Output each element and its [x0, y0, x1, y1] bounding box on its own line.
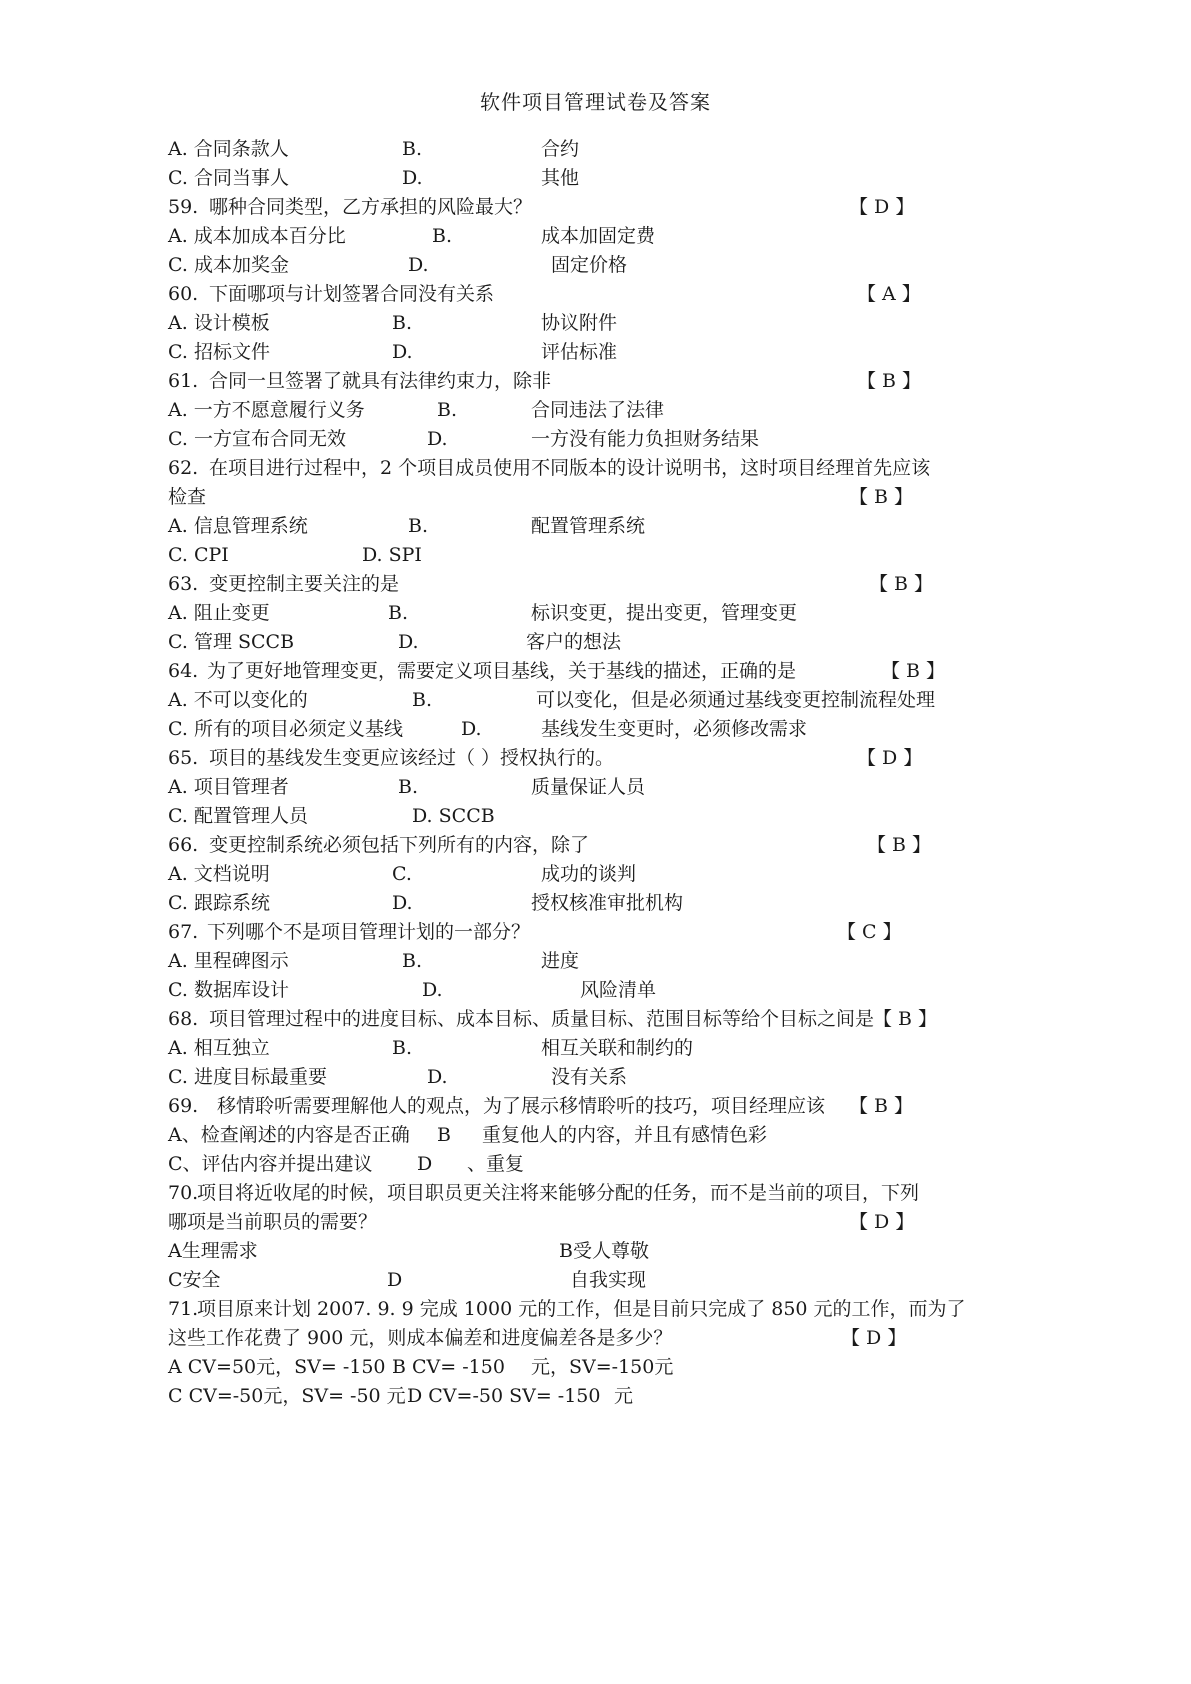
option-b-letter: B.: [402, 950, 423, 972]
option-row: [0, 598, 1191, 629]
option-row: [0, 627, 1191, 658]
option-d-letter: D.: [427, 428, 448, 450]
option-d: 一方没有能力负担财务结果: [531, 428, 760, 450]
question-row: [0, 1091, 1191, 1122]
question-row: [0, 1323, 1191, 1354]
question-number: 69.: [168, 1095, 199, 1117]
question-number: 71.: [168, 1298, 199, 1320]
option-a: A. 合同条款人: [168, 138, 289, 160]
option-c: C、评估内容并提出建议: [168, 1153, 373, 1175]
question-number: 64.: [168, 660, 199, 682]
option-b: B CV= -150: [392, 1356, 505, 1378]
answer-bracket: 【 B 】: [873, 1008, 938, 1030]
option-b: 可以变化，但是必须通过基线变更控制流程处理: [536, 689, 936, 711]
question-number: 68.: [168, 1008, 199, 1030]
option-a: A. 成本加成本百分比: [168, 225, 346, 247]
answer-bracket: 【 D 】: [841, 1327, 907, 1349]
option-d: 没有关系: [551, 1066, 628, 1088]
answer-bracket: 【 C 】: [837, 921, 902, 943]
option-d-letter: D.: [398, 631, 419, 653]
question-text: 哪种合同类型，乙方承担的风险最大？: [209, 196, 533, 218]
question-text-cont: 哪项是当前职员的需要？: [168, 1211, 378, 1233]
option-row: [0, 395, 1191, 426]
option-d-letter: D.: [408, 254, 429, 276]
option-b-letter: B.: [432, 225, 453, 247]
question-number: 65.: [168, 747, 199, 769]
question-row: [0, 569, 1191, 600]
option-c: C. 配置管理人员: [168, 805, 308, 827]
option-b-letter: B.: [402, 138, 423, 160]
option-b-cont: 元，SV=-150元: [531, 1356, 674, 1378]
option-a: A、检查阐述的内容是否正确: [168, 1124, 410, 1146]
question-text: 下面哪项与计划签署合同没有关系: [209, 283, 495, 305]
option-a: A. 文档说明: [168, 863, 270, 885]
question-number: 60.: [168, 283, 199, 305]
option-b-letter: B.: [398, 776, 419, 798]
option-d-cont: 元: [614, 1385, 634, 1407]
question-text: 下列哪个不是项目管理计划的一部分？: [207, 921, 531, 943]
answer-bracket: 【 B 】: [869, 573, 934, 595]
option-row: [0, 1236, 1191, 1267]
option-b: 质量保证人员: [531, 776, 646, 798]
option-d: 、重复: [467, 1153, 525, 1175]
question-text: 变更控制系统必须包括下列所有的内容，除了: [209, 834, 590, 856]
option-row: [0, 511, 1191, 542]
option-b-letter: B.: [412, 689, 433, 711]
answer-bracket: 【 A 】: [857, 283, 921, 305]
option-b: 重复他人的内容，并且有感情色彩: [482, 1124, 768, 1146]
option-row: [0, 1149, 1191, 1180]
option-d: 固定价格: [551, 254, 628, 276]
option-row: [0, 424, 1191, 455]
option-b-letter: B.: [392, 312, 413, 334]
option-d-letter: D.: [427, 1066, 448, 1088]
question-number: 62.: [168, 457, 199, 479]
answer-bracket: 【 D 】: [849, 1211, 915, 1233]
option-a: A. 一方不愿意履行义务: [168, 399, 365, 421]
option-b-letter: B: [437, 1124, 451, 1146]
option-row: [0, 221, 1191, 252]
question-text: 变更控制主要关注的是: [209, 573, 400, 595]
option-a: A. 信息管理系统: [168, 515, 308, 537]
question-row: [0, 917, 1191, 948]
question-number: 59.: [168, 196, 199, 218]
option-row: [0, 685, 1191, 716]
question-number: 70.: [168, 1182, 199, 1204]
option-d: 基线发生变更时，必须修改需求: [541, 718, 808, 740]
option-d-letter: D.: [392, 892, 413, 914]
option-b-letter: C.: [392, 863, 412, 885]
option-d: 客户的想法: [526, 631, 622, 653]
option-row: [0, 946, 1191, 977]
option-c: C. 所有的项目必须定义基线: [168, 718, 403, 740]
option-d: 其他: [541, 167, 580, 189]
question-row: [0, 482, 1191, 513]
option-a: A生理需求: [168, 1240, 258, 1262]
option-d: 风险清单: [580, 979, 657, 1001]
option-c: C. 一方宣布合同无效: [168, 428, 346, 450]
option-b: 相互关联和制约的: [541, 1037, 694, 1059]
option-row: [0, 1265, 1191, 1296]
option-row: [0, 337, 1191, 368]
question-number: 63.: [168, 573, 199, 595]
option-d: 评估标准: [541, 341, 618, 363]
option-d-letter: D: [387, 1269, 403, 1291]
option-b-letter: B.: [408, 515, 429, 537]
option-c: C. 跟踪系统: [168, 892, 270, 914]
option-b: 合同违法了法律: [531, 399, 665, 421]
question-text: 合同一旦签署了就具有法律约束力，除非: [209, 370, 552, 392]
option-a: A CV=50元，SV= -150: [168, 1356, 386, 1378]
option-d-letter: D: [417, 1153, 433, 1175]
option-row: [0, 308, 1191, 339]
option-b: B受人尊敬: [559, 1240, 649, 1262]
option-c: C CV=-50元，SV= -50 元: [168, 1385, 406, 1407]
option-c: C. 管理 SCCB: [168, 631, 295, 653]
option-a: A. 不可以变化的: [168, 689, 308, 711]
question-number: 61.: [168, 370, 199, 392]
option-row: [0, 888, 1191, 919]
option-row: [0, 250, 1191, 281]
page-title: 软件项目管理试卷及答案: [480, 90, 711, 114]
option-a: A. 设计模板: [168, 312, 270, 334]
question-row: [0, 656, 1191, 687]
answer-bracket: 【 B 】: [857, 370, 922, 392]
question-text: 在项目进行过程中，2 个项目成员使用不同版本的设计说明书，这时项目经理首先应该: [209, 457, 931, 479]
option-d-letter: D.: [402, 167, 423, 189]
option-b: 成功的谈判: [541, 863, 637, 885]
question-row: [0, 1207, 1191, 1238]
option-row: [0, 1033, 1191, 1064]
option-d: 自我实现: [570, 1269, 647, 1291]
option-row: [0, 975, 1191, 1006]
answer-bracket: 【 D 】: [857, 747, 923, 769]
answer-bracket: 【 B 】: [849, 1095, 914, 1117]
option-d-letter: D.: [422, 979, 443, 1001]
option-d: D. SCCB: [412, 805, 495, 827]
question-text: 移情聆听需要理解他人的观点，为了展示移情聆听的技巧，项目经理应该: [217, 1095, 826, 1117]
answer-bracket: 【 B 】: [881, 660, 946, 682]
option-row: [0, 1352, 1191, 1383]
option-c: C. 招标文件: [168, 341, 270, 363]
option-row: [0, 134, 1191, 165]
question-row: [0, 279, 1191, 310]
option-a: A. 项目管理者: [168, 776, 289, 798]
option-a: A. 相互独立: [168, 1037, 270, 1059]
question-row: [0, 192, 1191, 223]
question-row: [0, 1178, 1191, 1209]
option-a: A. 阻止变更: [168, 602, 270, 624]
option-row: [0, 1062, 1191, 1093]
option-b-letter: B.: [392, 1037, 413, 1059]
option-row: [0, 163, 1191, 194]
option-c: C. 合同当事人: [168, 167, 289, 189]
option-c: C安全: [168, 1269, 221, 1291]
option-b: 配置管理系统: [531, 515, 646, 537]
answer-bracket: 【 B 】: [867, 834, 932, 856]
question-number: 66.: [168, 834, 199, 856]
option-a: A. 里程碑图示: [168, 950, 289, 972]
option-row: [0, 1381, 1191, 1412]
option-b: 进度: [541, 950, 580, 972]
option-row: [0, 859, 1191, 890]
question-text-cont: 这些工作花费了 900 元，则成本偏差和进度偏差各是多少？: [168, 1327, 673, 1349]
option-row: [0, 1120, 1191, 1151]
question-row: [0, 830, 1191, 861]
question-text-cont: 检查: [168, 486, 207, 508]
option-b: 成本加固定费: [541, 225, 656, 247]
option-d-letter: D.: [461, 718, 482, 740]
question-number: 67.: [168, 921, 199, 943]
option-c: C. CPI: [168, 544, 229, 566]
option-row: [0, 540, 1191, 571]
option-c: C. 成本加奖金: [168, 254, 289, 276]
question-text: 项目原来计划 2007. 9. 9 完成 1000 元的工作，但是目前只完成了 850 元的工作，而为了: [197, 1298, 966, 1320]
option-d: D CV=-50 SV= -150: [407, 1385, 601, 1407]
option-d: 授权核准审批机构: [531, 892, 684, 914]
question-row: [0, 366, 1191, 397]
question-row: [0, 1294, 1191, 1325]
option-c: C. 进度目标最重要: [168, 1066, 327, 1088]
option-c: C. 数据库设计: [168, 979, 289, 1001]
option-b: 标识变更，提出变更，管理变更: [531, 602, 798, 624]
question-row: [0, 453, 1191, 484]
option-b-letter: B.: [388, 602, 409, 624]
option-row: [0, 772, 1191, 803]
answer-bracket: 【 D 】: [849, 196, 915, 218]
question-text: 项目的基线发生变更应该经过（ ）授权执行的。: [209, 747, 615, 769]
question-text: 项目将近收尾的时候，项目职员更关注将来能够分配的任务，而不是当前的项目，下列: [197, 1182, 920, 1204]
option-row: [0, 801, 1191, 832]
question-text: 为了更好地管理变更，需要定义项目基线，关于基线的描述，正确的是: [207, 660, 797, 682]
option-row: [0, 714, 1191, 745]
option-d-letter: D.: [392, 341, 413, 363]
option-b: 合约: [541, 138, 580, 160]
answer-bracket: 【 B 】: [849, 486, 914, 508]
question-row: [0, 743, 1191, 774]
option-b-letter: B.: [437, 399, 458, 421]
option-d: D. SPI: [362, 544, 422, 566]
question-row: [0, 1004, 1191, 1035]
option-b: 协议附件: [541, 312, 618, 334]
question-text: 项目管理过程中的进度目标、成本目标、质量目标、范围目标等给个目标之间是: [209, 1008, 875, 1030]
